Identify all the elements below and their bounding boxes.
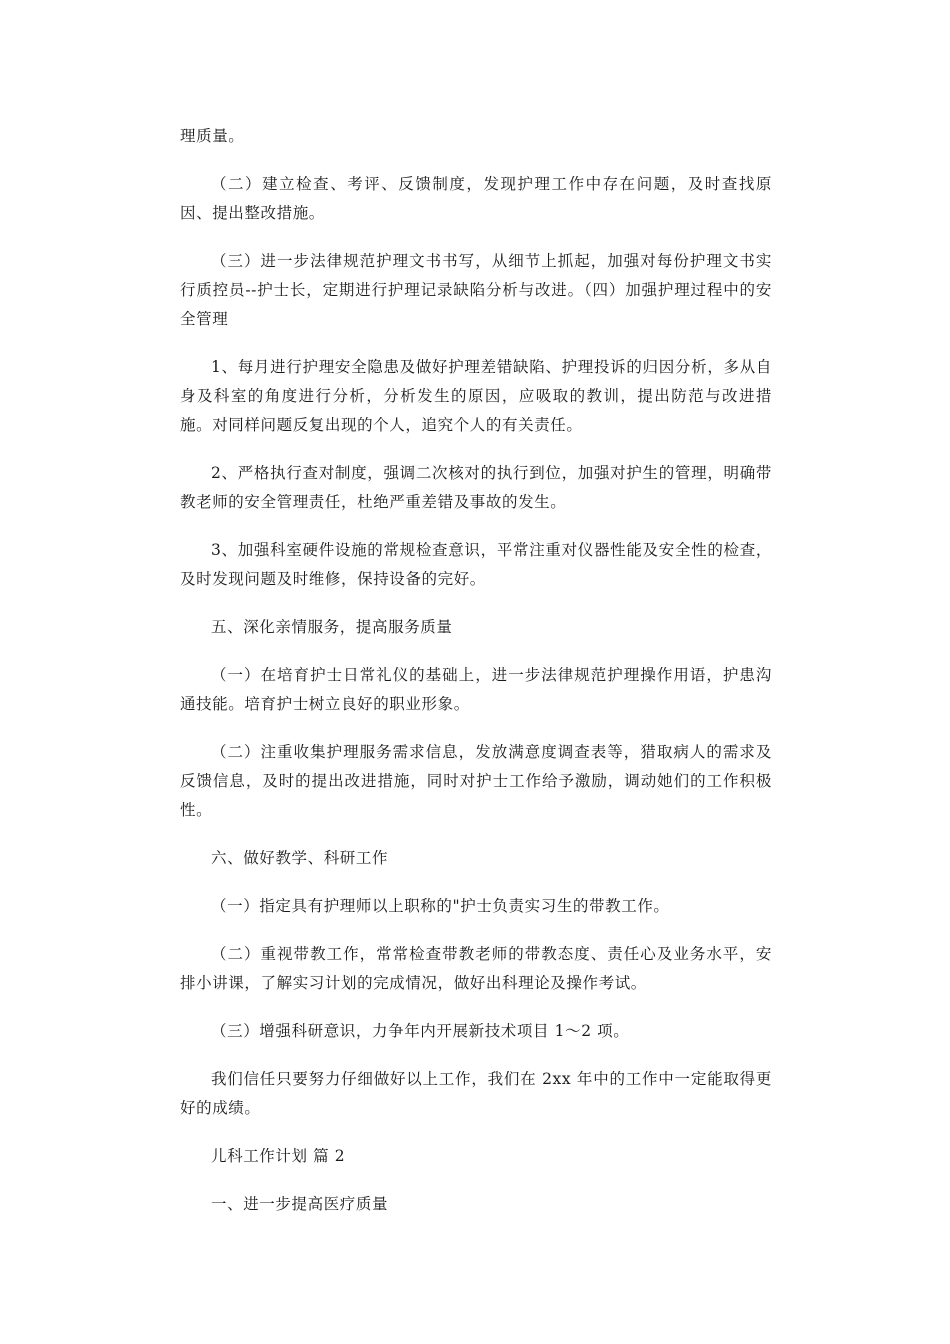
paragraph-etiquette: （一）在培育护士日常礼仪的基础上，进一步法律规范护理操作用语，护患沟通技能。培育护士树立良好的职业形象。 bbox=[180, 666, 772, 713]
paragraph-nursing-documents: （三）进一步法律规范护理文书书写，从细节上抓起，加强对每份护理文书实行质控员--护士长，定期进行护理记录缺陷分析与改进。（四）加强护理过程中的安全管理 bbox=[180, 252, 772, 328]
section-title-plan-2: 儿科工作计划 篇 2 bbox=[211, 1147, 346, 1165]
paragraph-continuation: 理质量。 bbox=[180, 127, 245, 145]
section-heading-teaching: 六、做好教学、科研工作 bbox=[211, 849, 389, 867]
paragraph-inspection-system: （二）建立检查、考评、反馈制度，发现护理工作中存在问题，及时查找原因、提出整改措施。 bbox=[180, 175, 772, 222]
paragraph-teaching-assignment: （一）指定具有护理师以上职称的"护士负责实习生的带教工作。 bbox=[211, 897, 670, 915]
paragraph-feedback: （二）注重收集护理服务需求信息，发放满意度调查表等，猎取病人的需求及反馈信息，及时的提出改进措施，同时对护士工作给予激励，调动她们的工作积极性。 bbox=[180, 743, 772, 819]
paragraph-hardware-inspection: 3、加强科室硬件设施的常规检查意识，平常注重对仪器性能及安全性的检查，及时发现问题及时维修，保持设备的完好。 bbox=[180, 541, 772, 588]
paragraph-research: （三）增强科研意识，力争年内开展新技术项目 1～2 项。 bbox=[211, 1022, 630, 1040]
paragraph-safety-analysis: 1、每月进行护理安全隐患及做好护理差错缺陷、护理投诉的归因分析，多从自身及科室的角度进行分析，分析发生的原因，应吸取的教训，提出防范与改进措施。对同样问题反复出现的个人，追究个人的有关责任。 bbox=[180, 358, 772, 434]
document-body bbox=[180, 122, 772, 1238]
paragraph-check-system: 2、严格执行查对制度，强调二次核对的执行到位，加强对护生的管理，明确带教老师的安全管理责任，杜绝严重差错及事故的发生。 bbox=[180, 464, 772, 511]
section-heading-medical-quality: 一、进一步提高医疗质量 bbox=[211, 1195, 389, 1213]
paragraph-teaching-quality: （二）重视带教工作，常常检查带教老师的带教态度、责任心及业务水平，安排小讲课，了解实习计划的完成情况，做好出科理论及操作考试。 bbox=[180, 945, 772, 992]
section-heading-service: 五、深化亲情服务，提高服务质量 bbox=[211, 618, 453, 636]
paragraph-conclusion: 我们信任只要努力仔细做好以上工作，我们在 2xx 年中的工作中一定能取得更好的成绩。 bbox=[180, 1070, 772, 1117]
